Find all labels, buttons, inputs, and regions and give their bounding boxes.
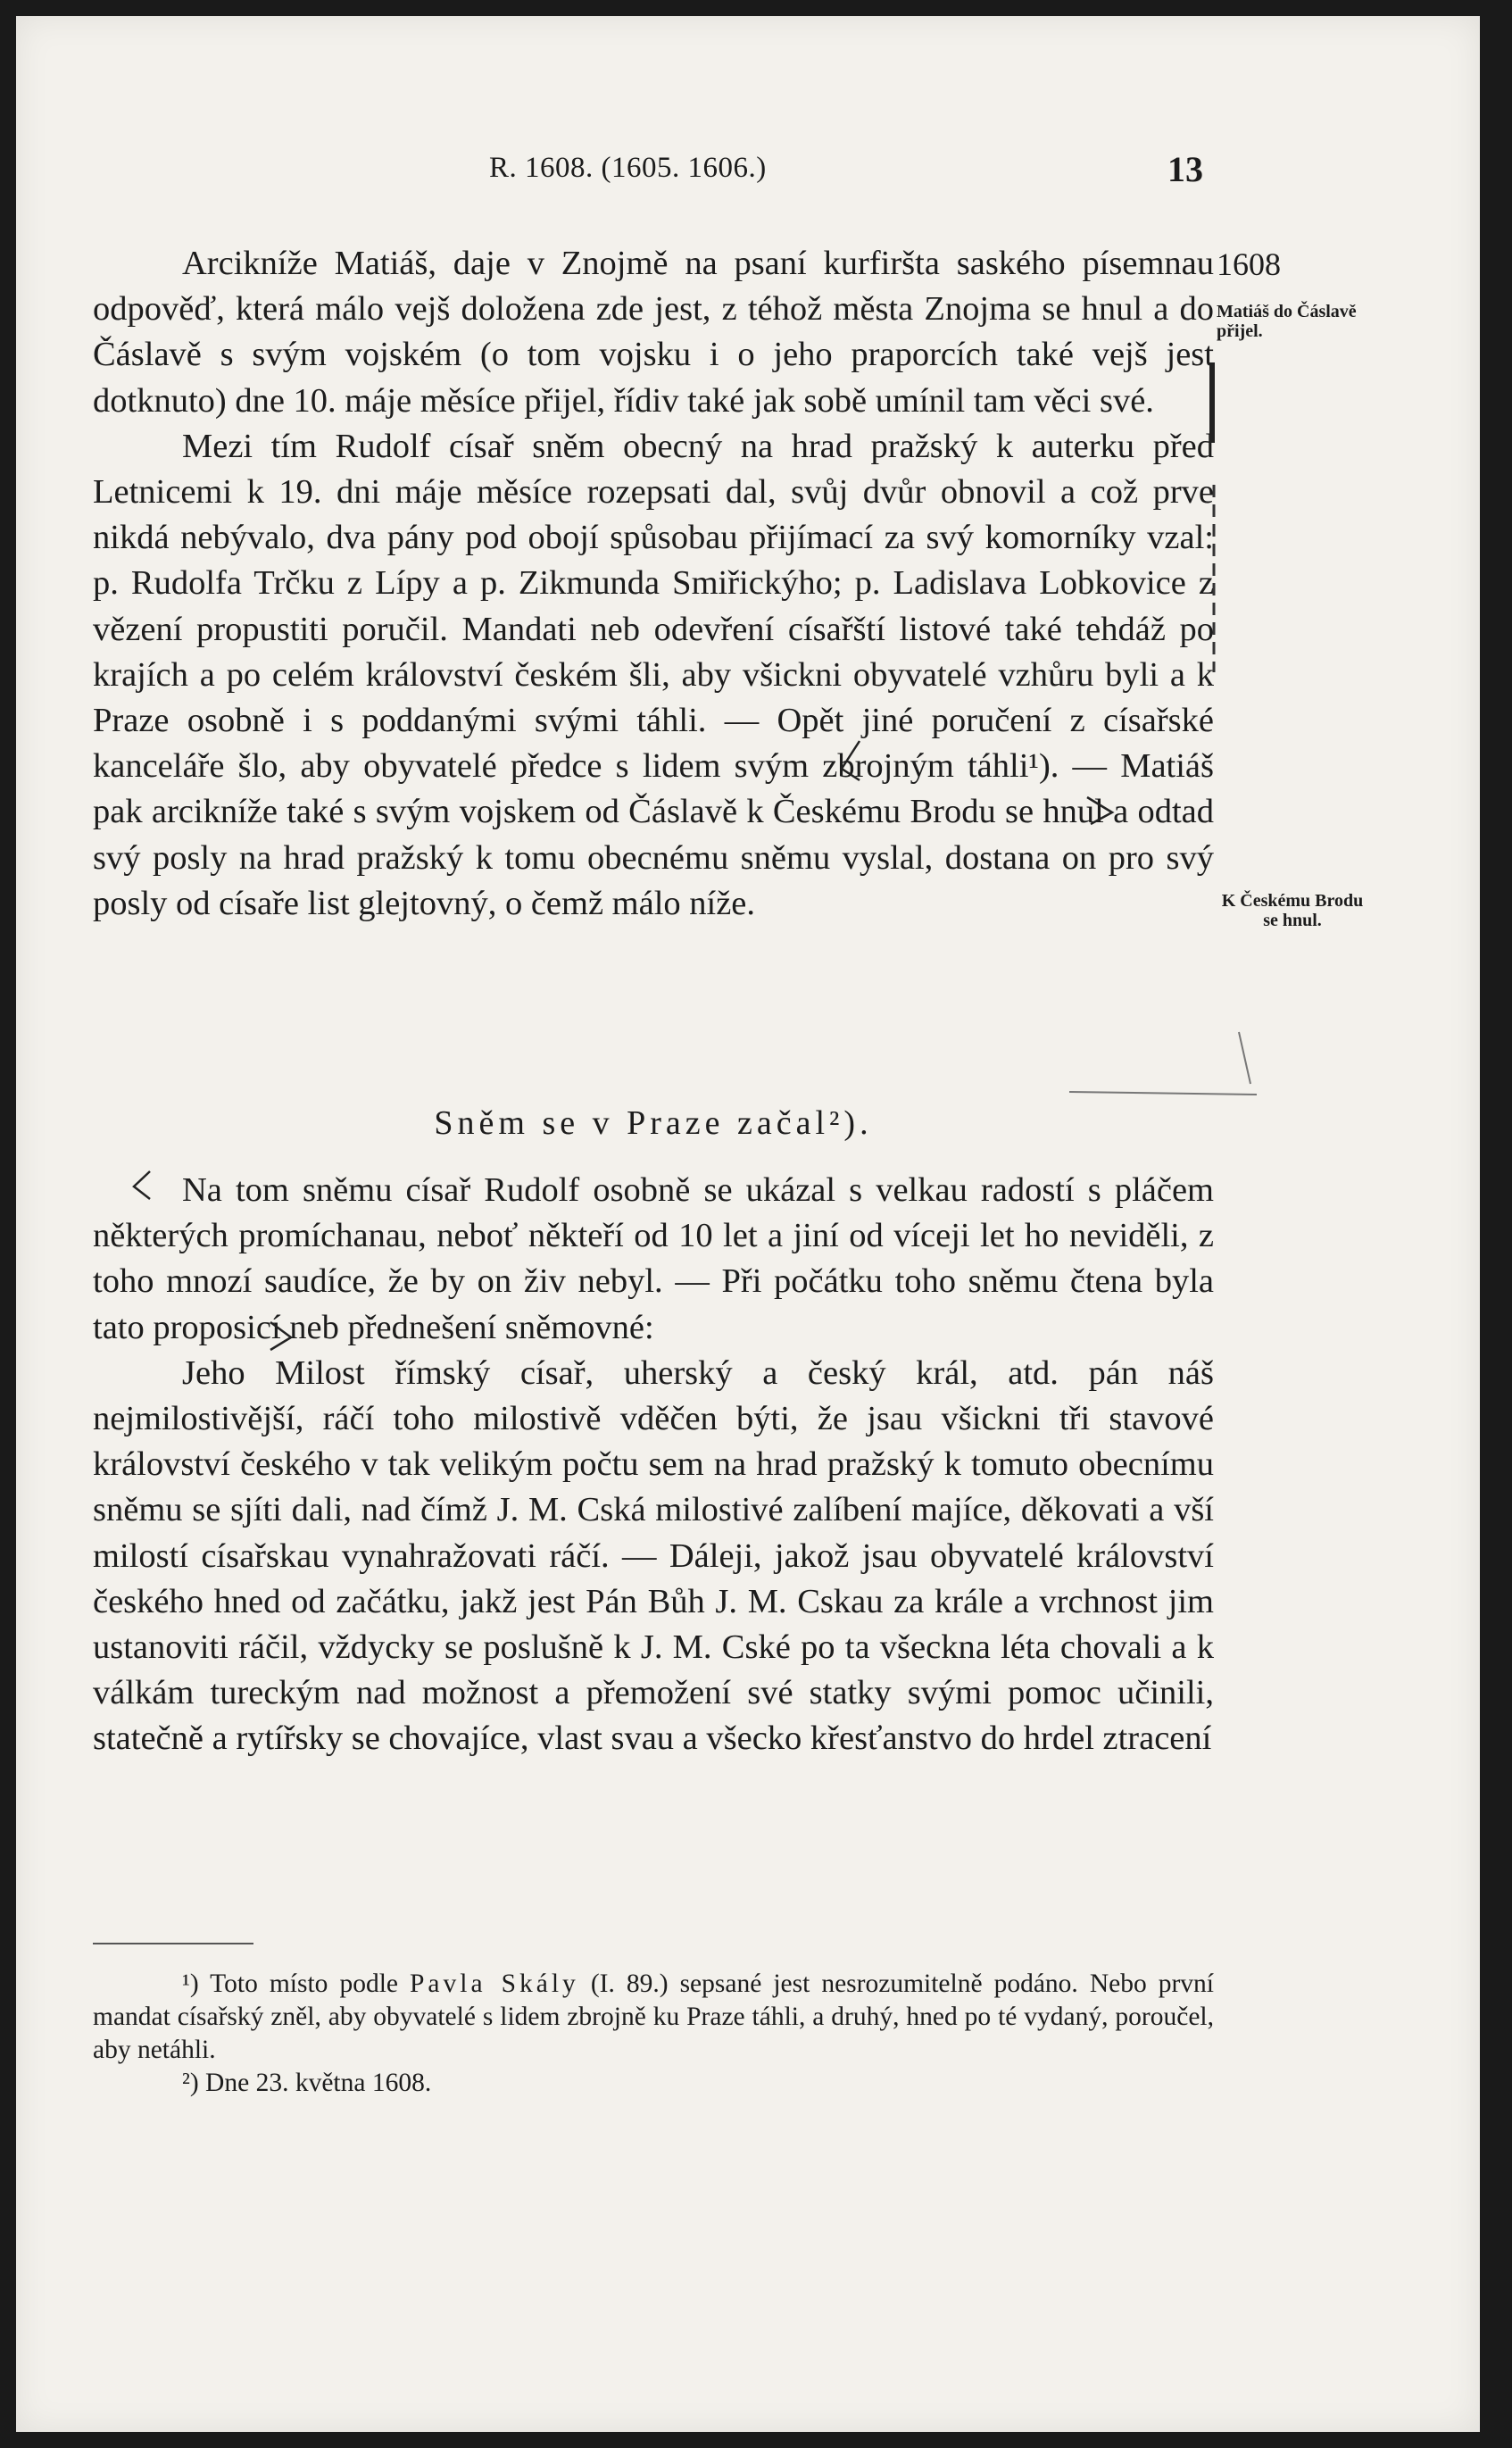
footnote-2: ²) Dne 23. května 1608. [182,2069,432,2097]
footnote-1-post: (I. 89.) sepsané jest nesrozumitelně podáno. Nebo první mandat císařský zněl, aby obyvatelé s lidem zbrojně ku Praze táhli, a druhý, hned po té vydaný, poroučel, aby netáhli. [93,1969,1215,2064]
running-head: R. 1608. (1605. 1606.) [489,152,767,184]
pencil-annotations [16,16,1480,2432]
margin-note-brod: K Českému Brodu se hnul. [1221,891,1364,930]
paragraph-proposice: Jeho Milost římský císař, uherský a český král, atd. pán náš nejmilostivější, ráčí toho milostivě vděčen býti, že jsau všickni tři stavové království českého v tak velikým počtu sem na hrad pražský k tomuto obecnímu sněmu se sjíti dali, nad čímž J. M. Cská milostivé zalíbení majíce, děkovati a vší milostí císařskau vynahražovati ráčí. — Dáleji, jakož jsau obyvatelé království českého hned od začátku, jakž jest Pán Bůh J. M. Cskau za krále a vrchnost jim ustanoviti ráčil, vždycky se poslušně k J. M. Cské po ta všeckna léta chovali a k válkám tureckým nad možnost a přemožení své statky svými pomoc učinili, statečně a rytířsky se chovajíce, vlast svau a všecko křesťanstvo do hrdel ztracení [93,1353,1214,1758]
pencil-bracket-open-2 [134,1171,150,1199]
pencil-bracket-close-2 [270,1322,291,1350]
footnote-1-pre: Toto místo podle [210,1969,398,1998]
paragraph-rudolf: Mezi tím Rudolf císař sněm obecný na hrad pražský k auterku před Letnicemi k 19. dni máje měsíce rozepsati dal, svůj dvůr obnovil a což prve nikdá nebývalo, dva pány pod obojí spůsobau přijímací za svý komorníky vzal: p. Rudolfa Trčku z Lípy a p. Zikmunda Smiřickýho; p. Ladislava Lobkovice z vězení propustiti poručil. Mandati neb odevření císařští listové také tehdáž po krajích a po celém království českém šli, aby všickni obyvatelé vzhůru byli a k Praze osobně i s poddanými svými táhli. — Opět jiné poručení z císařské kanceláře šlo, aby obyvatelé předce s lidem svým zbrojným táhli¹). — Matiáš pak arcikníže také s svým vojskem od Čáslavě k Českému Brodu se hnul a odtad svý posly na hrad pražský k tomu obecnému sněmu vyslal, dostana on pro svý posly od císaře list glejtovný, o čemž málo níže. [93,427,1214,922]
footnote-1-author: Pavla Skály [410,1969,579,1998]
paragraph-snem: Na tom sněmu císař Rudolf osobně se ukázal s velkau radostí s pláčem některých promíchanau, neboť někteří od 10 let a jiní od víceji let ho neviděli, z toho mnozí saudíce, že by on živ nebyl. — Při počátku toho sněmu čtena byla tato proposicí neb přednešení sněmovné: [93,1171,1214,1346]
section-end-pencil-mark [1069,1032,1257,1095]
pencil-bracket-close [1087,797,1112,824]
pencil-bracket-open [842,741,860,780]
section-heading: Sněm se v Praze začal²). [434,1104,873,1142]
book-page [16,16,1480,2432]
page-number: 13 [1167,149,1203,189]
footnote-1-mark: ¹) [182,1969,199,1998]
margin-year: 1608 [1217,246,1281,282]
margin-note-caslav: Matiáš do Čáslavě přijel. [1217,302,1357,341]
paragraph-matias: Arcikníže Matiáš, daje v Znojmě na psaní kurfiršta saského písemnau odpověď, která málo vejš doložena zde jest, z téhož města Znojma se hnul a do Čáslavě s svým vojském (o tom vojsku i o jeho praporcích také vejš jest dotknuto) dne 10. máje měsíce přijel, řídiv také jak sobě umínil tam věci své. [93,245,1214,420]
